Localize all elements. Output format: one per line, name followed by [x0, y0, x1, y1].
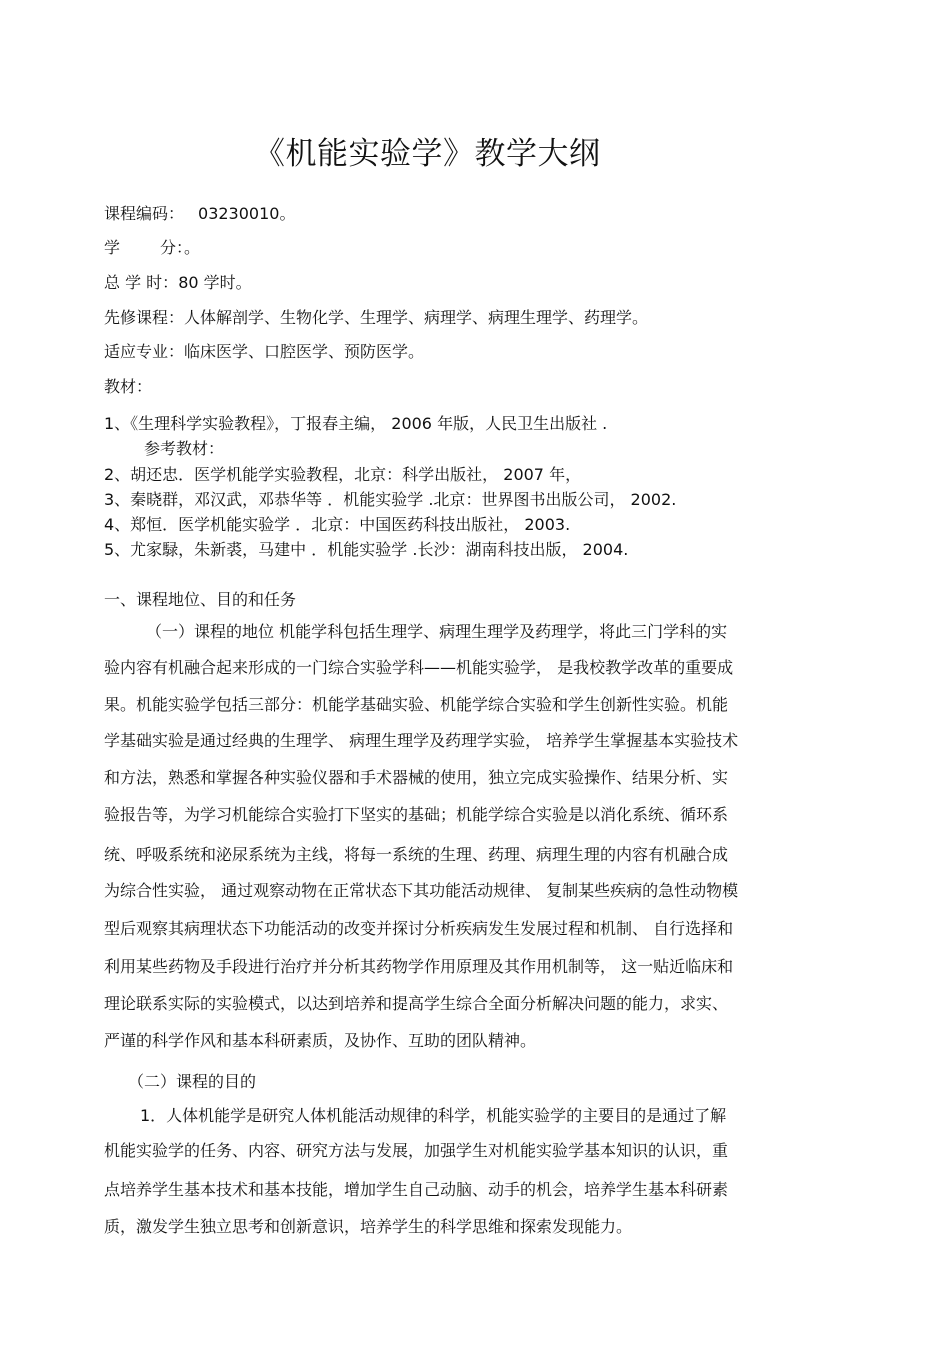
paragraph-line: 机能实验学的任务、内容、研究方法与发展，加强学生对机能实验学基本知识的认识，重 [104, 1141, 729, 1160]
prereq-value: 人体解剖学、生物化学、生理学、病理学、病理生理学、药理学。 [184, 308, 649, 327]
credit-label-b: 分：。 [160, 238, 201, 257]
reference-4: 4、郑恒．医学机能实验学 ．北京：中国医药科技出版社， 2003. [104, 515, 571, 534]
paragraph-line: 验内容有机融合起来形成的一门综合实验学科——机能实验学， 是我校教学改革的重要成 [104, 658, 734, 677]
paragraph-line: 点培养学生基本技术和基本技能，增加学生自己动脑、动手的机会，培养学生基本科研素 [104, 1180, 729, 1199]
course-code-row [104, 204, 295, 224]
course-code-value: 03230010。 [198, 204, 296, 223]
paragraph-line: （一）课程的地位 机能学科包括生理学、病理生理学及药理学，将此三门学科的实 [146, 622, 728, 641]
subsection-heading: （二）课程的目的 [128, 1072, 257, 1091]
course-code-label: 课程编码： [104, 204, 185, 223]
major-row [104, 342, 424, 362]
paragraph-line: 利用某些药物及手段进行治疗并分析其药物学作用原理及其作用机制等， 这一贴近临床和 [104, 957, 734, 976]
paragraph-line: 果。机能实验学包括三部分：机能学基础实验、机能学综合实验和学生创新性实验。机能 [104, 695, 729, 714]
reference-5: 5、尤家騄，朱新裘，马建中 ．机能实验学 .长沙：湖南科技出版， 2004. [104, 540, 629, 559]
paragraph-line: 验报告等，为学习机能综合实验打下坚实的基础；机能学综合实验是以消化系统、循环系 [104, 805, 729, 824]
reference-heading: 参考教材： [144, 439, 225, 458]
paragraph-line: 和方法，熟悉和掌握各种实验仪器和手术器械的使用，独立完成实验操作、结果分析、实 [104, 768, 729, 787]
paragraph-line: 学基础实验是通过经典的生理学、 病理生理学及药理学实验， 培养学生掌握基本实验技术 [104, 731, 739, 750]
paragraph-line: 统、呼吸系统和泌尿系统为主线，将每一系统的生理、药理、病理生理的内容有机融合成 [104, 845, 729, 864]
paragraph-line: 型后观察其病理状态下功能活动的改变并探讨分析疾病发生发展过程和机制、 自行选择和 [104, 919, 734, 938]
reference-3: 3、秦晓群，邓汉武，邓恭华等 ．机能实验学 .北京：世界图书出版公司， 2002. [104, 490, 677, 509]
paragraph-line: 严谨的科学作风和基本科研素质，及协作、互助的团队精神。 [104, 1031, 537, 1050]
textbook-label: 教材： [104, 377, 153, 396]
hours-value: 80 学时。 [178, 273, 252, 292]
major-label: 适应专业： [104, 342, 185, 361]
paragraph-line: 质，激发学生独立思考和创新意识，培养学生的科学思维和探索发现能力。 [104, 1217, 633, 1236]
credit-row [104, 238, 200, 258]
textbook-1: 1、《生理科学实验教程》，丁报春主编， 2006 年版，人民卫生出版社 . [104, 414, 608, 433]
paragraph-line: 理论联系实际的实验模式，以达到培养和提高学生综合全面分析解决问题的能力，求实、 [104, 994, 729, 1013]
credit-label-a: 学 [104, 238, 121, 257]
section-heading: 一、课程地位、目的和任务 [104, 590, 297, 609]
hours-row [104, 273, 252, 293]
prereq-label: 先修课程： [104, 308, 185, 327]
hours-label: 总 学 时： [104, 273, 179, 292]
reference-2: 2、胡还忠．医学机能学实验教程，北京：科学出版社， 2007 年， [104, 465, 582, 484]
prereq-row [104, 308, 648, 328]
page-title: 《机能实验学》教学大纲 [254, 136, 601, 172]
major-value: 临床医学、口腔医学、预防医学。 [184, 342, 425, 361]
paragraph-line: 为综合性实验， 通过观察动物在正常状态下其功能活动规律、 复制某些疾病的急性动物模 [104, 881, 739, 900]
paragraph-line: 1．人体机能学是研究人体机能活动规律的科学，机能实验学的主要目的是通过了解 [140, 1106, 727, 1125]
